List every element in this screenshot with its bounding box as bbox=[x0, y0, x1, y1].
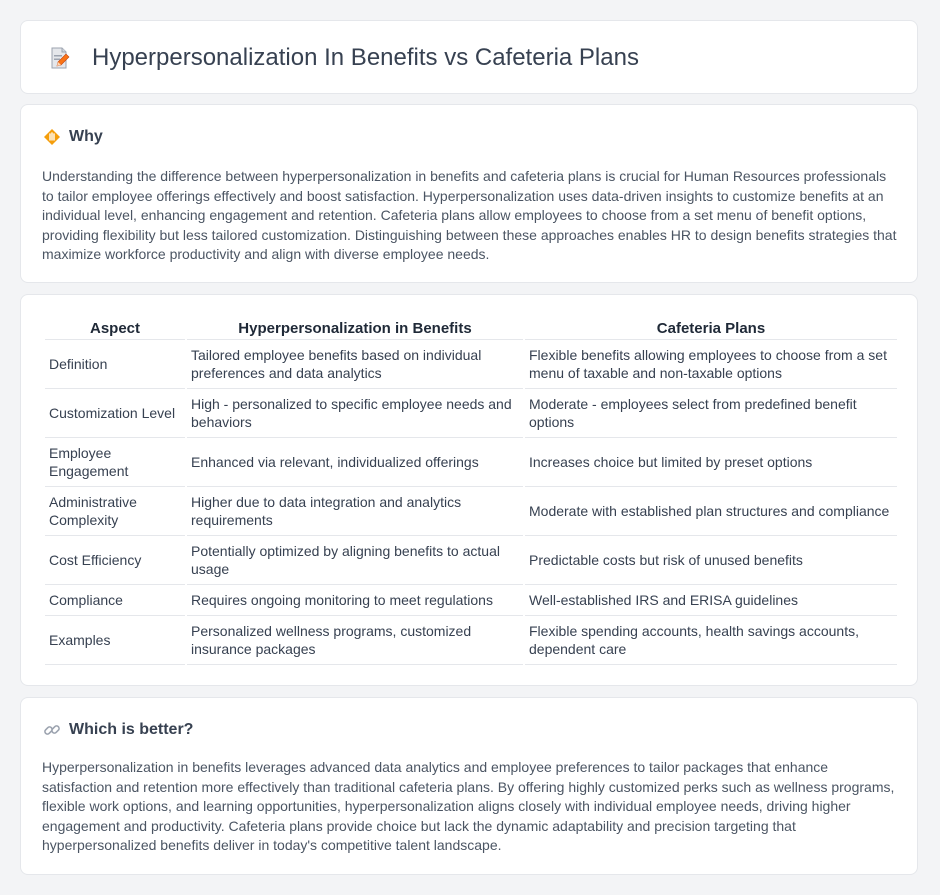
cafeteria-cell: Predictable costs but risk of unused benefits bbox=[525, 536, 897, 585]
hyper-cell: Higher due to data integration and analytics requirements bbox=[187, 487, 523, 536]
better-text: Hyperpersonalization in benefits leverages advanced data analytics and employee preferences to tailor packages that enhance satisfaction and retention more effectively than traditional cafeteria plans. By offering highly customized perks such as wellness programs, flexible work options, and learning opportunities, hyperpersonalization aligns closely with individual employee needs, driving higher engagement and productivity. Cafeteria plans provide choice but lack the dynamic adaptability and precision targeting that hyperpersonalized benefits deliver in today's competitive talent landscape. bbox=[42, 759, 895, 854]
better-heading: Which is better? bbox=[69, 721, 194, 738]
which-better-section bbox=[20, 697, 918, 875]
why-heading: Why bbox=[69, 128, 103, 145]
hyper-cell: Tailored employee benefits based on individual preferences and data analytics bbox=[187, 340, 523, 389]
hyper-cell: Personalized wellness programs, customized insurance packages bbox=[187, 616, 523, 665]
header-cafeteria: Cafeteria Plans bbox=[525, 317, 897, 340]
cafeteria-cell: Moderate with established plan structures and compliance bbox=[525, 487, 897, 536]
header-aspect: Aspect bbox=[45, 317, 185, 340]
page-title: Hyperpersonalization In Benefits vs Cafeteria Plans bbox=[92, 44, 639, 71]
table-row bbox=[45, 340, 897, 389]
table-row bbox=[45, 616, 897, 665]
table-header-row bbox=[45, 317, 897, 340]
hyper-cell: High - personalized to specific employee needs and behaviors bbox=[187, 389, 523, 438]
why-section bbox=[20, 104, 918, 283]
link-icon bbox=[43, 721, 61, 739]
title-card bbox=[20, 20, 918, 94]
document-edit-icon bbox=[47, 46, 71, 70]
cafeteria-cell: Flexible benefits allowing employees to choose from a set menu of taxable and non-taxable options bbox=[525, 340, 897, 389]
header-hyperpersonalization: Hyperpersonalization in Benefits bbox=[187, 317, 523, 340]
cafeteria-cell: Well-established IRS and ERISA guidelines bbox=[525, 585, 897, 616]
table-row bbox=[45, 536, 897, 585]
why-heading-row bbox=[43, 127, 103, 147]
hyper-cell: Potentially optimized by aligning benefits to actual usage bbox=[187, 536, 523, 585]
cafeteria-cell: Moderate - employees select from predefined benefit options bbox=[525, 389, 897, 438]
aspect-cell: Customization Level bbox=[45, 389, 185, 438]
hyper-cell: Requires ongoing monitoring to meet regulations bbox=[187, 585, 523, 616]
table-row bbox=[45, 438, 897, 487]
table-row bbox=[45, 487, 897, 536]
aspect-cell: Cost Efficiency bbox=[45, 536, 185, 585]
cafeteria-cell: Increases choice but limited by preset options bbox=[525, 438, 897, 487]
hand-pointer-icon bbox=[43, 128, 61, 146]
table-row bbox=[45, 585, 897, 616]
table-row bbox=[45, 389, 897, 438]
aspect-cell: Administrative Complexity bbox=[45, 487, 185, 536]
why-text: Understanding the difference between hyperpersonalization in benefits and cafeteria plans is crucial for Human Resources professionals to tailor employee offerings effectively and boost satisfaction. Hyperpersonalization uses data-driven insights to customize benefits at an individual level, enhancing engagement and retention. Cafeteria plans allow employees to choose from a set menu of benefit options, providing flexibility but less tailored customization. Distinguishing between these approaches enables HR to design benefits strategies that maximize workforce productivity and align with diverse employee needs. bbox=[42, 168, 897, 263]
comparison-table bbox=[43, 317, 899, 665]
aspect-cell: Compliance bbox=[45, 585, 185, 616]
comparison-section bbox=[20, 294, 918, 686]
aspect-cell: Employee Engagement bbox=[45, 438, 185, 487]
aspect-cell: Definition bbox=[45, 340, 185, 389]
hyper-cell: Enhanced via relevant, individualized offerings bbox=[187, 438, 523, 487]
aspect-cell: Examples bbox=[45, 616, 185, 665]
better-heading-row bbox=[43, 720, 193, 740]
cafeteria-cell: Flexible spending accounts, health savings accounts, dependent care bbox=[525, 616, 897, 665]
